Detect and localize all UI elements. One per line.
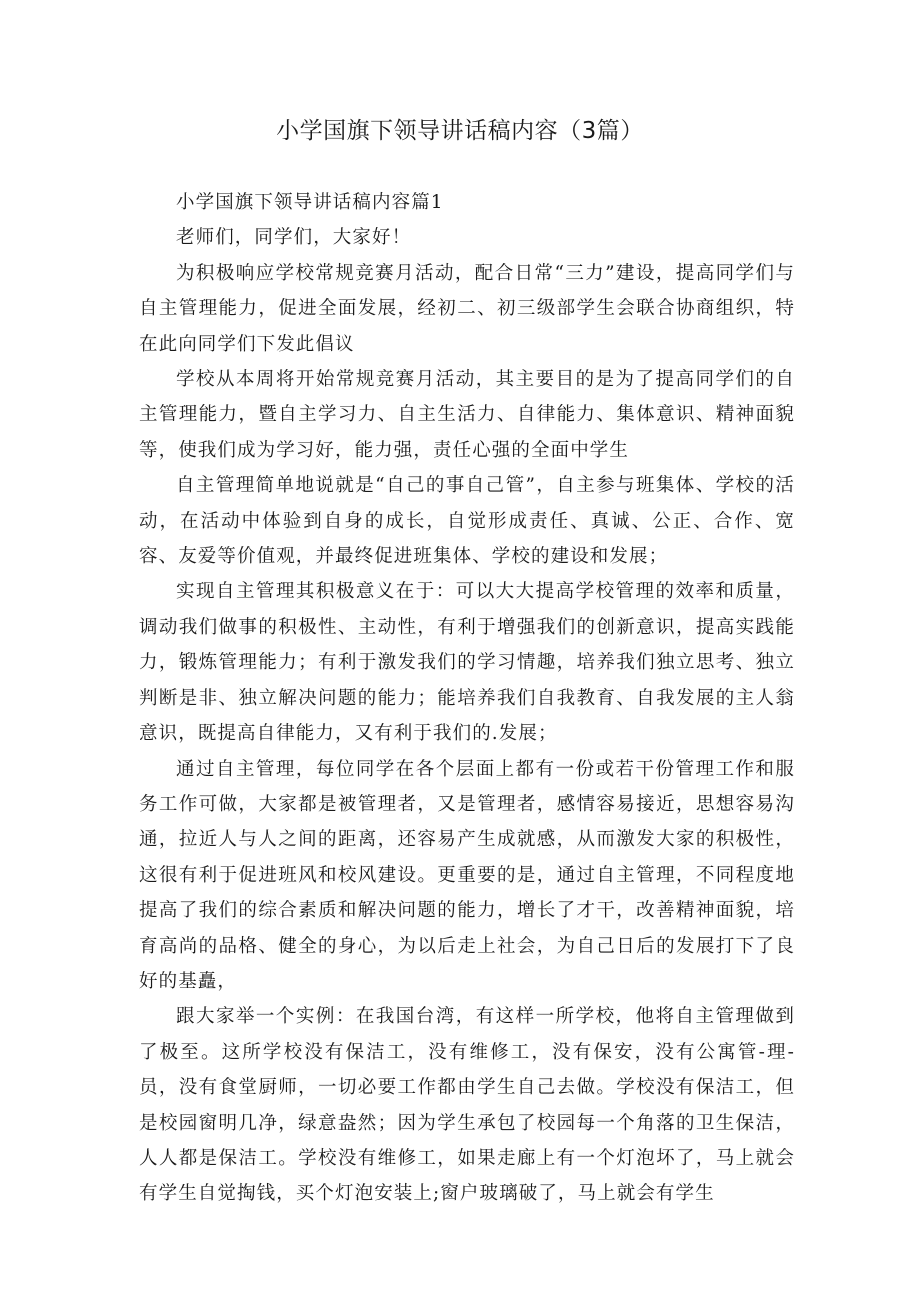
document-body [139,185,795,1212]
paragraph-benefits: 通过自主管理，每位同学在各个层面上都有一份或若干份管理工作和服务工作可做，大家都是被管理者，又是管理者，感情容易接近，思想容易沟通，拉近人与人之间的距离，还容易产生成就感，从而激发大家的积极性，这很有利于促进班风和校风建设。更重要的是，通过自主管理，不同程度地提高了我们的综合素质和解决问题的能力，增长了才干，改善精神面貌，培育高尚的品格、健全的身心，为以后走上社会，为自己日后的发展打下了良好的基矗， [139,758,795,992]
paragraph-greeting: 老师们，同学们，大家好！ [176,227,412,249]
document-title: 小学国旗下领导讲话稿内容（3篇） [276,118,644,144]
paragraph-definition: 自主管理简单地说就是“自己的事自己管”，自主参与班集体、学校的活动，在活动中体验到自身的成长，自觉形成责任、真诚、公正、合作、宽容、友爱等价值观，并最终促进班集体、学校的建设和发展； [139,475,795,568]
paragraph-significance: 实现自主管理其积极意义在于：可以大大提高学校管理的效率和质量，调动我们做事的积极性、主动性，有利于增强我们的创新意识，提高实践能力，锻炼管理能力；有利于激发我们的学习情趣，培养我们独立思考、独立判断是非、独立解决问题的能力；能培养我们自我教育、自我发展的主人翁意识，既提高自律能力，又有利于我们的.发展； [139,581,795,745]
paragraph-purpose: 学校从本周将开始常规竞赛月活动，其主要目的是为了提高同学们的自主管理能力，暨自主学习力、自主生活力、自律能力、集体意识、精神面貌等，使我们成为学习好，能力强，责任心强的全面中学生 [139,369,795,461]
section-heading: 小学国旗下领导讲话稿内容篇1 [176,192,444,213]
paragraph-example: 跟大家举一个实例：在我国台湾，有这样一所学校，他将自主管理做到了极至。这所学校没有保洁工，没有维修工，没有保安，没有公寓管-理-员，没有食堂厨师，一切必要工作都由学生自己去做。学校没有保洁工，但是校园窗明几净，绿意盎然；因为学生承包了校园每一个角落的卫生保洁，人人都是保洁工。学校没有维修工，如果走廊上有一个灯泡坏了，马上就会有学生自觉掏钱，买个灯泡安装上;窗户玻璃破了，马上就会有学生 [139,1006,795,1205]
paragraph-proposal: 为积极响应学校常规竞赛月活动，配合日常“三力”建设，提高同学们与自主管理能力，促进全面发展，经初二、初三级部学生会联合协商组织，特在此向同学们下发此倡议 [139,262,795,355]
